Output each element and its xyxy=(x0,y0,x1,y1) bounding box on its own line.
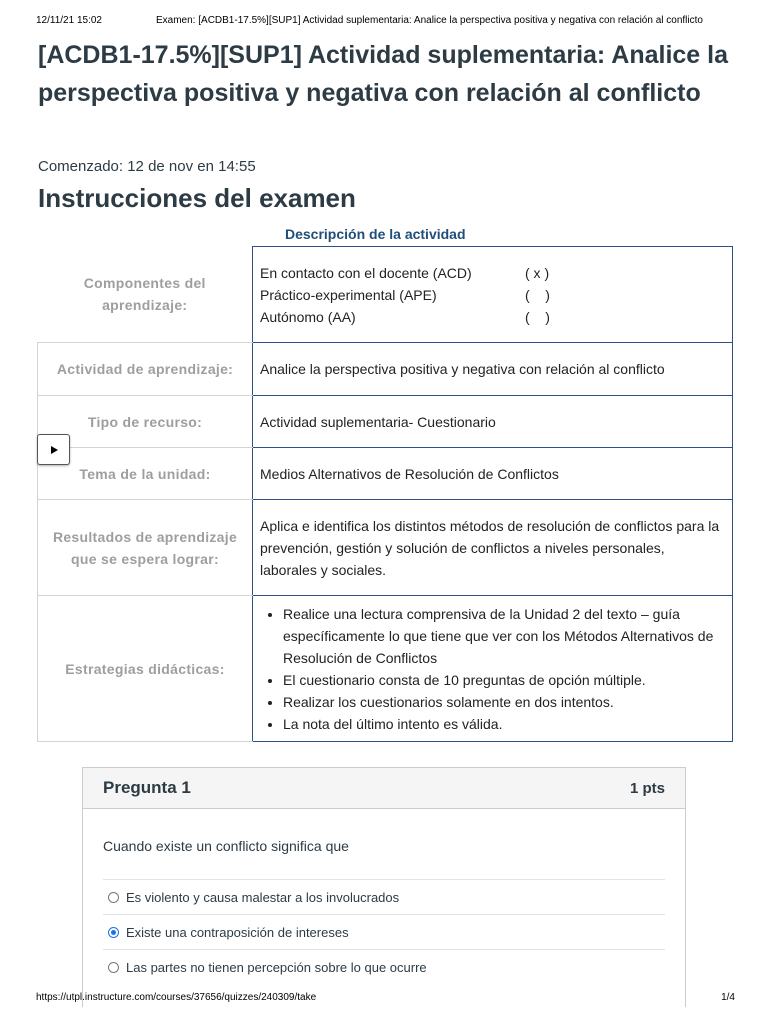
table-row xyxy=(38,396,733,448)
radio-button[interactable] xyxy=(108,962,119,973)
unit-label: Tema de la unidad: xyxy=(38,448,253,500)
question-points: 1 pts xyxy=(629,779,665,797)
component-mark: ( ) xyxy=(525,286,550,303)
started-time: Comenzado: 12 de nov en 14:55 xyxy=(38,158,256,175)
resource-value: Actividad suplementaria- Cuestionario xyxy=(253,396,733,448)
radio-button-selected[interactable] xyxy=(108,927,119,938)
description-header: Descripción de la actividad xyxy=(285,226,466,242)
answer-option[interactable] xyxy=(103,914,665,949)
strategies-value xyxy=(253,596,733,742)
instructions-title: Instrucciones del examen xyxy=(38,183,356,213)
answer-label: Existe una contraposición de intereses xyxy=(126,924,349,940)
print-date: 12/11/21 15:02 xyxy=(36,15,102,26)
print-footer xyxy=(36,992,735,1006)
component-name: En contacto con el docente (ACD) xyxy=(260,264,472,281)
table-row xyxy=(38,500,733,596)
play-icon xyxy=(49,445,59,455)
resource-label: Tipo de recurso: xyxy=(38,396,253,448)
components-label: Componentes del aprendizaje: xyxy=(38,247,253,343)
question-text: Cuando existe un conflicto significa que xyxy=(103,838,349,854)
answer-option[interactable] xyxy=(103,879,665,914)
component-name: Autónomo (AA) xyxy=(260,308,356,325)
question-header xyxy=(83,768,685,809)
table-row xyxy=(38,596,733,742)
page-title: [ACDB1-17.5%][SUP1] Actividad suplementaria: Analice la perspectiva positiva y negativa con relación al conflicto xyxy=(38,41,729,107)
print-url: https://utpl.instructure.com/courses/37656/quizzes/240309/take xyxy=(36,992,317,1003)
answer-list xyxy=(103,879,665,984)
unit-value: Medios Alternativos de Resolución de Conflictos xyxy=(253,448,733,500)
answer-option[interactable] xyxy=(103,949,665,984)
question-title: Pregunta 1 xyxy=(103,778,191,797)
component-item xyxy=(260,306,724,328)
list-item: • Realizar los cuestionarios solamente en dos intentos. xyxy=(283,691,724,713)
activity-label: Actividad de aprendizaje: xyxy=(38,343,253,396)
component-mark: ( x ) xyxy=(525,264,550,281)
component-mark: ( ) xyxy=(525,308,550,325)
activity-value: Analice la perspectiva positiva y negativa con relación al conflicto xyxy=(253,343,733,396)
table-row xyxy=(38,247,733,343)
strategies-list xyxy=(260,603,724,735)
component-item xyxy=(260,262,724,284)
component-item xyxy=(260,284,724,306)
components-value xyxy=(253,247,733,343)
answer-label: Las partes no tienen percepción sobre lo que ocurre xyxy=(126,959,427,975)
table-row xyxy=(38,343,733,396)
print-header xyxy=(36,15,758,29)
radio-button[interactable] xyxy=(108,892,119,903)
strategies-label: Estrategias didácticas: xyxy=(38,596,253,742)
list-item: • La nota del último intento es válida. xyxy=(283,713,724,735)
answer-label: Es violento y causa malestar a los involucrados xyxy=(126,889,400,905)
results-value: Aplica e identifica los distintos métodos de resolución de conflictos para la prevención, gestión y solución de conflictos a niveles personales, laborales y sociales. xyxy=(253,500,733,596)
activity-table xyxy=(37,246,733,742)
results-label: Resultados de aprendizaje que se espera lograr: xyxy=(38,500,253,596)
question-card xyxy=(82,767,686,1007)
component-name: Práctico-experimental (APE) xyxy=(260,286,437,303)
play-button[interactable] xyxy=(37,434,70,465)
list-item: • El cuestionario consta de 10 preguntas de opción múltiple. xyxy=(283,669,724,691)
print-page-number: 1/4 xyxy=(721,992,735,1003)
list-item: • Realice una lectura comprensiva de la Unidad 2 del texto – guía específicamente lo que tiene que ver con los Métodos Alternativos de Resolución de Conflictos xyxy=(283,603,724,669)
table-row xyxy=(38,448,733,500)
print-title: Examen: [ACDB1-17.5%][SUP1] Actividad suplementaria: Analice la perspectiva positiva y negativa con relación al conflicto xyxy=(156,15,703,26)
